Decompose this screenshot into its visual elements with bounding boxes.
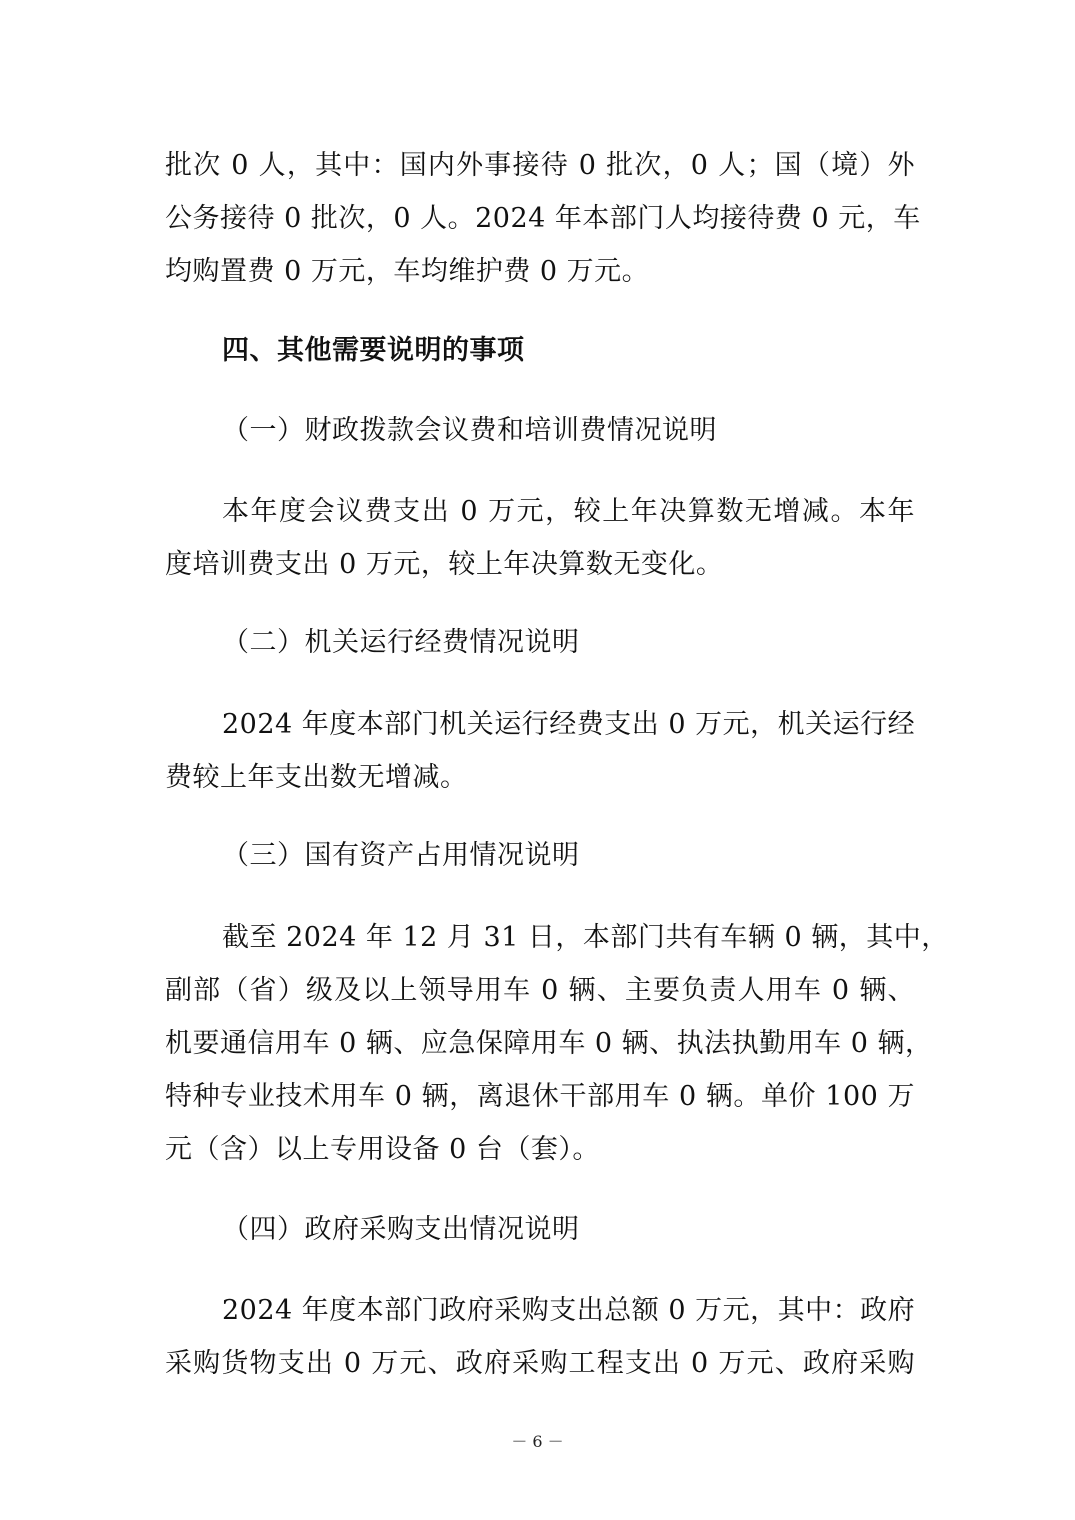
subsection-heading-operating-costs: （二）机关运行经费情况说明 [222,627,580,658]
paragraph-line: 元（含）以上专用设备 0 台（套）。 [165,1134,600,1165]
paragraph-line: 度培训费支出 0 万元，较上年决算数无变化。 [165,549,724,580]
subsection-heading-state-assets: （三）国有资产占用情况说明 [222,840,580,871]
paragraph-line: 批次 0 人，其中：国内外事接待 0 批次，0 人；国（境）外 [165,150,915,181]
paragraph-line: 本年度会议费支出 0 万元，较上年决算数无增减。本年 [222,496,915,527]
paragraph-line: 均购置费 0 万元，车均维护费 0 万元。 [165,256,650,287]
paragraph-line: 特种专业技术用车 0 辆，离退休干部用车 0 辆。单价 100 万 [165,1081,915,1112]
paragraph-line: 截至 2024 年 12 月 31 日，本部门共有车辆 0 辆，其中， [222,922,949,953]
section-heading: 四、其他需要说明的事项 [222,335,525,366]
paragraph-line: 机要通信用车 0 辆、应急保障用车 0 辆、执法执勤用车 0 辆， [165,1028,933,1059]
paragraph-line: 公务接待 0 批次，0 人。2024 年本部门人均接待费 0 元，车 [165,203,921,234]
paragraph-line: 副部（省）级及以上领导用车 0 辆、主要负责人用车 0 辆、 [165,975,915,1006]
paragraph-line: 采购货物支出 0 万元、政府采购工程支出 0 万元、政府采购 [165,1348,915,1379]
paragraph-operating-costs [165,698,915,804]
subsection-heading-meeting-training: （一）财政拨款会议费和培训费情况说明 [222,415,717,446]
paragraph-state-assets [165,911,949,1176]
paragraph-line: 2024 年度本部门政府采购支出总额 0 万元，其中：政府 [222,1295,916,1326]
subsection-heading-procurement: （四）政府采购支出情况说明 [222,1214,580,1245]
paragraph-line: 费较上年支出数无增减。 [165,762,468,793]
page-number: － 6 － [511,1432,564,1451]
paragraph-line: 2024 年度本部门机关运行经费支出 0 万元，机关运行经 [222,709,916,740]
paragraph-reception [165,139,921,298]
paragraph-meeting-training [165,485,915,591]
paragraph-procurement [165,1284,915,1390]
